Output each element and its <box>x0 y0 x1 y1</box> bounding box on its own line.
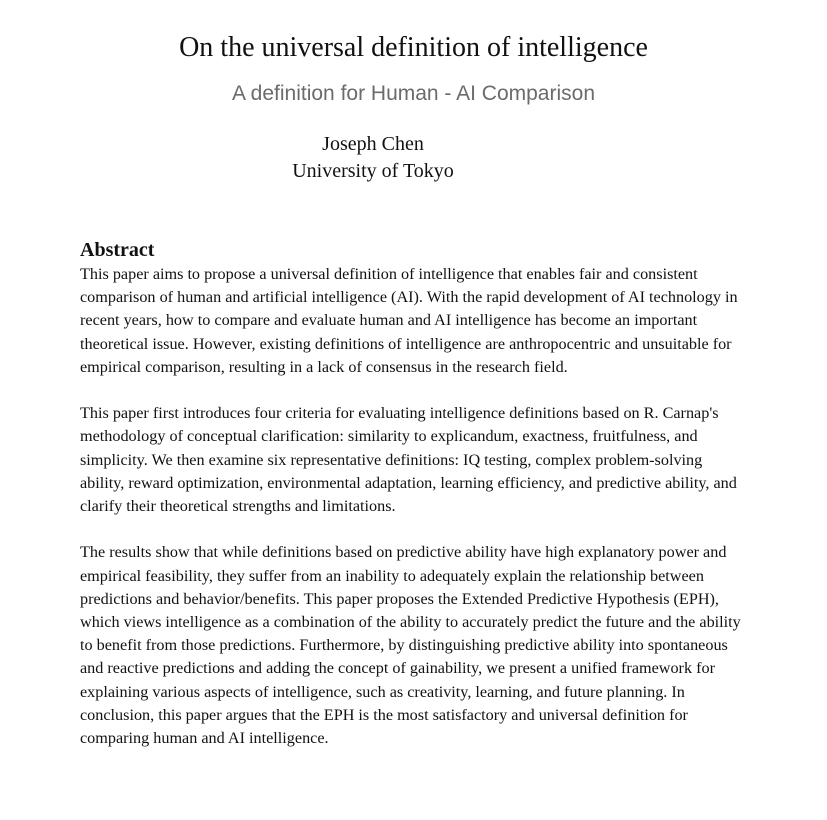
abstract-body <box>80 263 745 750</box>
abstract-heading: Abstract <box>80 239 155 261</box>
author-name: Joseph Chen <box>322 133 424 155</box>
abstract-paragraph: The results show that while definitions based on predictive ability have high explanatory power and empirical feasibility, they suffer from an inability to adequately explain the relationship between predictions and behavior/benefits. This paper proposes the Extended Predictive Hypothesis (EPH), which views intelligence as a combination of the ability to accurately predict the future and the ability to benefit from those predictions. Furthermore, by distinguishing predictive ability into spontaneous and reactive predictions and adding the concept of gainability, we present a unified framework for explaining various aspects of intelligence, such as creativity, learning, and future planning. In conclusion, this paper argues that the EPH is the most satisfactory and universal definition for comparing human and AI intelligence. <box>80 543 741 748</box>
author-block <box>0 131 746 185</box>
paper-title: On the universal definition of intelligence <box>179 32 648 63</box>
paper-subtitle: A definition for Human - AI Comparison <box>231 82 595 105</box>
abstract-paragraph: This paper aims to propose a universal definition of intelligence that enables fair and consistent comparison of human and artificial intelligence (AI). With the rapid development of AI technology in recent years, how to compare and evaluate human and AI intelligence has become an important theoretical issue. However, existing definitions of intelligence are anthropocentric and unsuitable for empirical comparison, resulting in a lack of consensus in the research field. <box>80 265 738 376</box>
author-affiliation: University of Tokyo <box>292 160 454 182</box>
abstract-paragraph: This paper first introduces four criteria for evaluating intelligence definitions based on R. Carnap's methodology of conceptual clarification: similarity to explicandum, exactness, fruitfulness, and simplicity. We then examine six representative definitions: IQ testing, complex problem-solving ability, reward optimization, environmental adaptation, learning efficiency, and predictive ability, and clarify their theoretical strengths and limitations. <box>80 404 737 516</box>
